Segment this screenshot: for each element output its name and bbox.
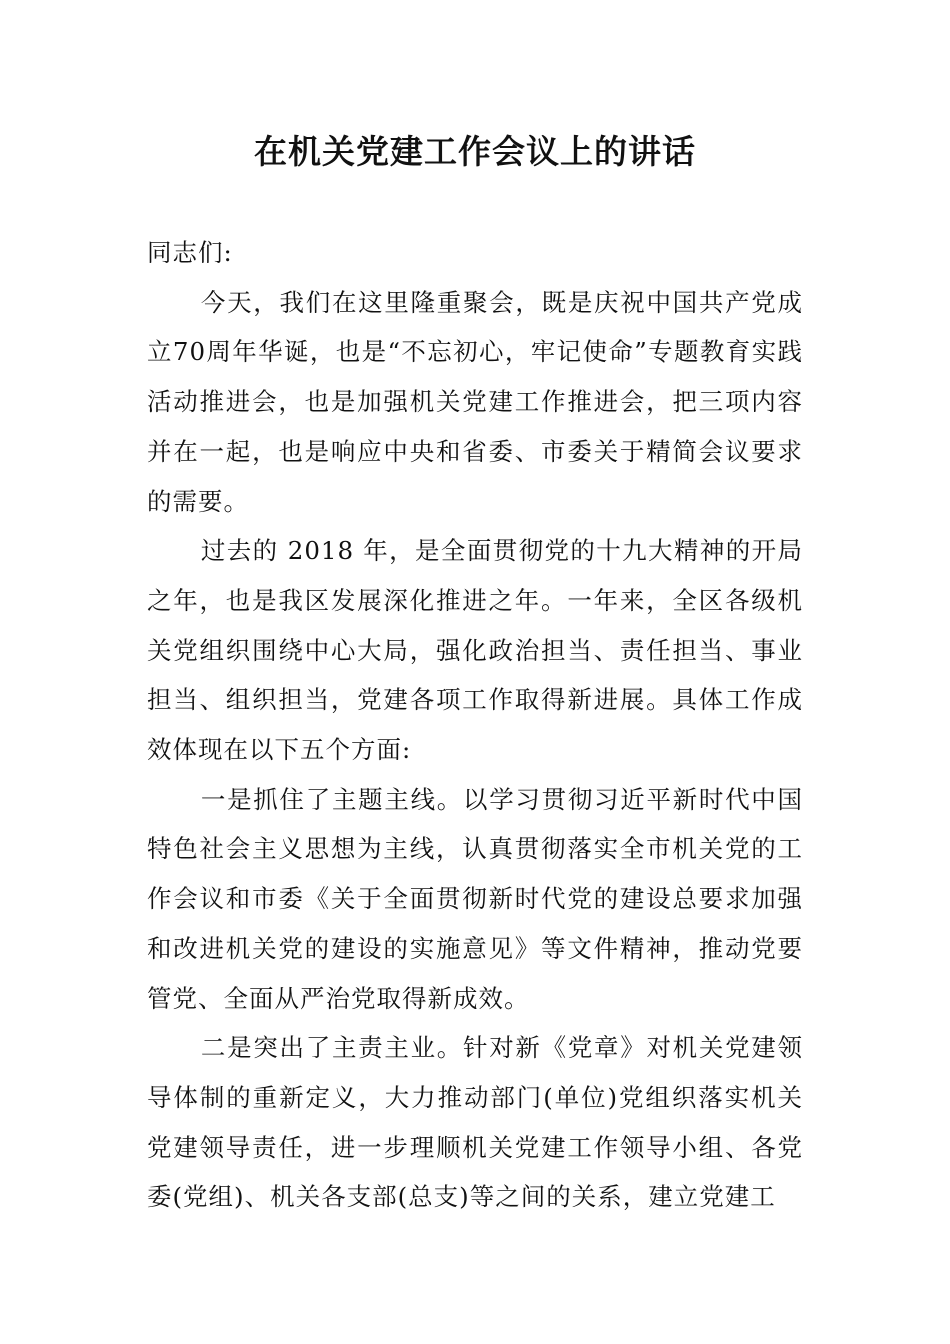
paragraph-review-2018: 过去的 2018 年，是全面贯彻党的十九大精神的开局之年，也是我区发展深化推进之年。一年来，全区各级机关党组织围绕中心大局，强化政治担当、责任担当、事业担当、组织担当，党建各项工作取得新进展。具体工作成效体现在以下五个方面: (147, 536, 803, 765)
document-body (147, 228, 803, 1222)
salutation: 同志们: (147, 238, 233, 267)
paragraph-opening: 今天，我们在这里隆重聚会，既是庆祝中国共产党成立70周年华诞，也是“不忘初心，牢记使命”专题教育实践活动推进会，也是加强机关党建工作推进会，把三项内容并在一起，也是响应中央和省委、市委关于精简会议要求的需要。 (147, 287, 803, 516)
paragraph-point-one: 一是抓住了主题主线。以学习贯彻习近平新时代中国特色社会主义思想为主线，认真贯彻落实全市机关党的工作会议和市委《关于全面贯彻新时代党的建设总要求加强和改进机关党的建设的实施意见》等文件精神，推动党要管党、全面从严治党取得新成效。 (147, 784, 803, 1013)
paragraph-point-two: 二是突出了主责主业。针对新《党章》对机关党建领导体制的重新定义，大力推动部门(单位)党组织落实机关党建领导责任，进一步理顺机关党建工作领导小组、各党委(党组)、机关各支部(总支)等之间的关系，建立党建工 (147, 1033, 803, 1212)
document-title: 在机关党建工作会议上的讲话 (254, 132, 696, 171)
